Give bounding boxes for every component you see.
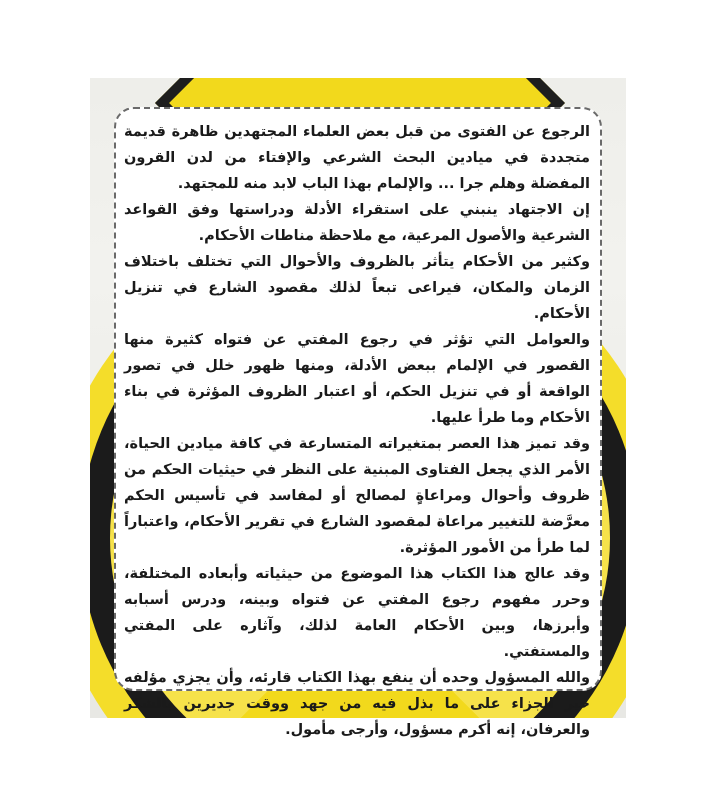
- paragraph-1: الرجوع عن الفتوى من قبل بعض العلماء المجتهدين ظاهرة قديمة متجددة في ميادين البحث الشرعي والإفتاء من لدن القرون المفضلة وهلم جرا ... والإلمام بهذا الباب لابد منه للمجتهد.: [124, 124, 590, 192]
- paragraph-2: إن الاجتهاد ينبني على استقراء الأدلة ودراستها وفق القواعد الشرعية والأصول المرعية، مع ملاحظة مناطات الأحكام.: [124, 202, 590, 244]
- paragraph-3: وكثير من الأحكام يتأثر بالظروف والأحوال التي تختلف باختلاف الزمان والمكان، فيراعى تبعاً لذلك مقصود الشارع في تنزيل الأحكام.: [124, 254, 590, 322]
- back-cover-text-card: [114, 107, 602, 738]
- paragraph-6: وقد عالج هذا الكتاب هذا الموضوع من حيثياته وأبعاده المختلفة، وحرر مفهوم رجوع المفتي عن فتواه وبينه، ودرس أسبابه وأبرزها، وبين الأحكام العامة لذلك، وآثاره على المفتي والمستفتي.: [124, 566, 590, 660]
- back-cover-text: [124, 119, 590, 743]
- paragraph-7: والله المسؤول وحده أن ينفع بهذا الكتاب قارئه، وأن يجزي مؤلفه خير الجزاء على ما بذل فيه من جهد ووقت جديرين بالشكر والعرفان، إنه أكرم مسؤول، وأرجى مأمول.: [124, 670, 590, 738]
- paragraph-4: والعوامل التي تؤثر في رجوع المفتي عن فتواه كثيرة منها القصور في الإلمام ببعض الأدلة، ومنها ظهور خلل في تصور الواقعة أو في تنزيل الحكم، أو اعتبار الظروف المؤثرة في بناء الأحكام وما طرأ عليها.: [124, 332, 590, 426]
- paragraph-5: وقد تميز هذا العصر بمتغيراته المتسارعة في كافة ميادين الحياة، الأمر الذي يجعل الفتاوى المبنية على النظر في حيثيات الحكم من ظروف وأحوال ومراعاةٍ لمصالح أو لمفاسد في تأسيس الحكم معرَّضة للتغيير مراعاة لمقصود الشارع في تقرير الأحكام، واعتباراً لما طرأ من الأمور المؤثرة.: [124, 436, 590, 556]
